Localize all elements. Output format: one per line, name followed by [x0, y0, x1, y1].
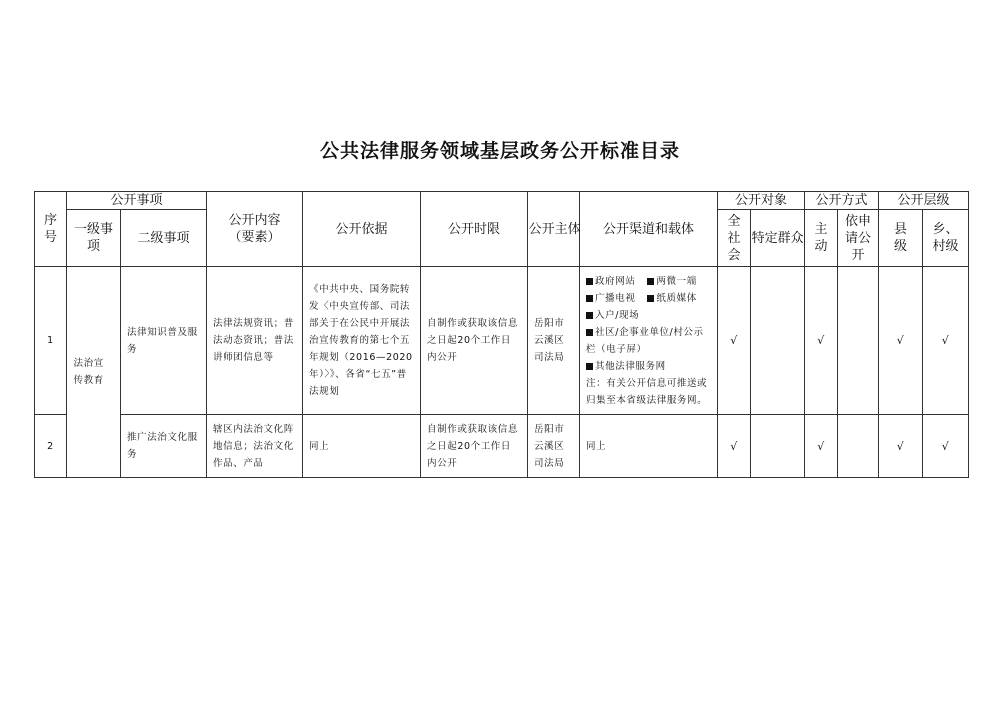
channel-onsite: 入户/现场 [595, 309, 640, 321]
header-content: 公开内容（要素） [207, 192, 303, 267]
page-title: 公共法律服务领域基层政务公开标准目录 [319, 140, 680, 162]
disclosure-table [34, 191, 969, 478]
header-channel: 公开渠道和载体 [580, 192, 718, 267]
row-channels [580, 267, 718, 415]
header-public-items: 公开事项 [67, 192, 207, 210]
row-basis: 《中共中央、国务院转发〈中央宣传部、司法部关于在公民中开展法治宣传教育的第七个五年规划（2016—2020年）〉》、各省“七五”普法规划 [303, 267, 421, 415]
channel-legal-network: 其他法律服务网 [595, 360, 666, 372]
row-time-limit: 自制作或获取该信息之日起20个工作日内公开 [421, 415, 528, 478]
checkbox-filled-icon [586, 329, 593, 336]
header-subject: 公开主体 [528, 192, 580, 267]
row-all-society: √ [718, 267, 751, 415]
row-subject: 岳阳市云溪区司法局 [528, 415, 580, 478]
row-content: 辖区内法治文化阵地信息；法治文化作品、产品 [207, 415, 303, 478]
header-level-county: 县级 [879, 210, 923, 267]
channel-print-media: 纸质媒体 [656, 292, 697, 304]
row-basis: 同上 [303, 415, 421, 478]
row-level2: 推广法治文化服务 [121, 415, 207, 478]
header-method: 公开方式 [805, 192, 879, 210]
header-level: 公开层级 [879, 192, 969, 210]
category-cell: 法治宣传教育 [67, 267, 121, 478]
channel-bulletin: 社区/企事业单位/村公示栏（电子屏） [586, 326, 704, 355]
checkbox-filled-icon [647, 278, 654, 285]
row-seq: 2 [35, 415, 67, 478]
row-on-request [838, 267, 879, 415]
row-specific-group [751, 267, 805, 415]
row-level2: 法律知识普及服务 [121, 267, 207, 415]
header-time-limit: 公开时限 [421, 192, 528, 267]
channel-wechat-weibo: 两微一端 [656, 275, 697, 287]
row-active: √ [805, 267, 838, 415]
checkbox-filled-icon [586, 278, 593, 285]
row-county: √ [879, 415, 923, 478]
row-active: √ [805, 415, 838, 478]
header-level-township: 乡、村级 [923, 210, 969, 267]
header-level2: 二级事项 [121, 210, 207, 267]
channel-note: 注：有关公开信息可推送或归集至本省级法律服务网。 [586, 377, 708, 406]
row-specific-group [751, 415, 805, 478]
row-subject: 岳阳市云溪区司法局 [528, 267, 580, 415]
row-township: √ [923, 267, 969, 415]
row-time-limit: 自制作或获取该信息之日起20个工作日内公开 [421, 267, 528, 415]
checkbox-filled-icon [586, 295, 593, 302]
channel-broadcast-tv: 广播电视 [595, 292, 636, 304]
checkbox-filled-icon [586, 363, 593, 370]
row-on-request [838, 415, 879, 478]
channel-gov-site: 政府网站 [595, 275, 636, 287]
row-all-society: √ [718, 415, 751, 478]
row-seq: 1 [35, 267, 67, 415]
header-seq: 序号 [35, 192, 67, 267]
table-row [35, 267, 969, 415]
header-method-active: 主动 [805, 210, 838, 267]
checkbox-filled-icon [586, 312, 593, 319]
table-row [35, 415, 969, 478]
header-audience-specific: 特定群众 [751, 210, 805, 267]
header-audience-all: 全社会 [718, 210, 751, 267]
row-county: √ [879, 267, 923, 415]
row-township: √ [923, 415, 969, 478]
header-basis: 公开依据 [303, 192, 421, 267]
row-content: 法律法规资讯；普法动态资讯；普法讲师团信息等 [207, 267, 303, 415]
header-method-request: 依申请公开 [838, 210, 879, 267]
checkbox-filled-icon [647, 295, 654, 302]
header-audience: 公开对象 [718, 192, 805, 210]
header-level1: 一级事项 [67, 210, 121, 267]
row-channel: 同上 [580, 415, 718, 478]
